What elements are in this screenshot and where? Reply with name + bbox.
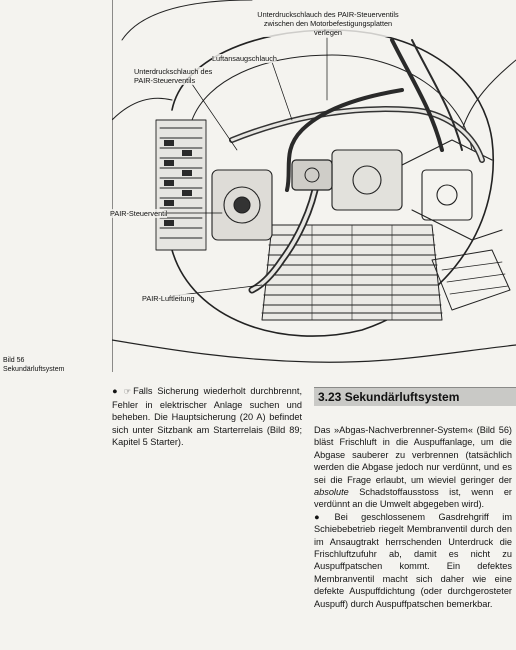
callout-vacuum-hose-pair: Unterdruckschlauch des PAIR-Steuerventils [134,67,218,85]
figure-caption [3,356,64,374]
section-heading: 3.23 Sekundärluftsystem [318,390,460,404]
wrench-warning-icon: ☞ [123,387,132,396]
callout-pair-control-valve: PAIR-Steuerventil [110,209,168,218]
engine-illustration [112,0,516,372]
left-column [112,385,302,449]
figure-number: Bild 56 [3,357,25,364]
paragraph-intro-text-end: Schadstoffausstoss ist, wenn er verdünnt an die Umwelt abgegeben wird). [314,487,512,510]
paragraph-intro-emphasis: absolute [314,487,349,498]
paragraph-valve-text: Bei geschlossenem Gasdrehgriff im Schiebebetrieb riegelt Membranventil durch den im Ansaugtrakt herrschenden Unterdruck die Frischluftzufuhr ab, damit es nicht zu Auspuffpatschen kommt. Ein defektes Membranventil macht sich daher wie eine defekte Auspuffdichtung (oder durchgerosteter Auspuff) durch Auspuffpatschen bemerkbar. [314,511,512,609]
paragraph-valve [314,511,512,610]
engine-figure [112,0,516,372]
right-column [314,424,512,610]
callout-vacuum-hose-motor: Unterdruckschlauch des PAIR-Steuerventils zwischen den Motorbefestigungsplatten verlegen [253,10,403,37]
bullet-icon: ● [112,386,120,396]
figure-title: Sekundärluftsystem [3,366,65,373]
callout-air-intake-hose: Luftansaugschlauch [212,54,277,63]
paragraph-intro-text: Das »Abgas-Nachverbrenner-System« (Bild 56) bläst Frischluft in die Auspuffanlage, um die Abgase sauberer zu verbrennen (tatsächlich werden die Abgase jedoch nur verdünnt, und es sei die Frage erlaubt, um wieviel geringer der [314,425,512,485]
fuse-note-text: Falls Sicherung wiederholt durchbrennt, Fehler in elektrischer Anlage suchen und beheben. Die Hauptsicherung (20 A) befindet sich unter Sitzbank am Starterrelais (Bild 89; Kapitel 5 Starter). [112,386,302,448]
callout-pair-air-line: PAIR-Luftleitung [142,294,195,303]
bullet-icon: ● [314,511,331,522]
paragraph-intro [314,424,512,511]
section-heading-bar [314,387,516,406]
